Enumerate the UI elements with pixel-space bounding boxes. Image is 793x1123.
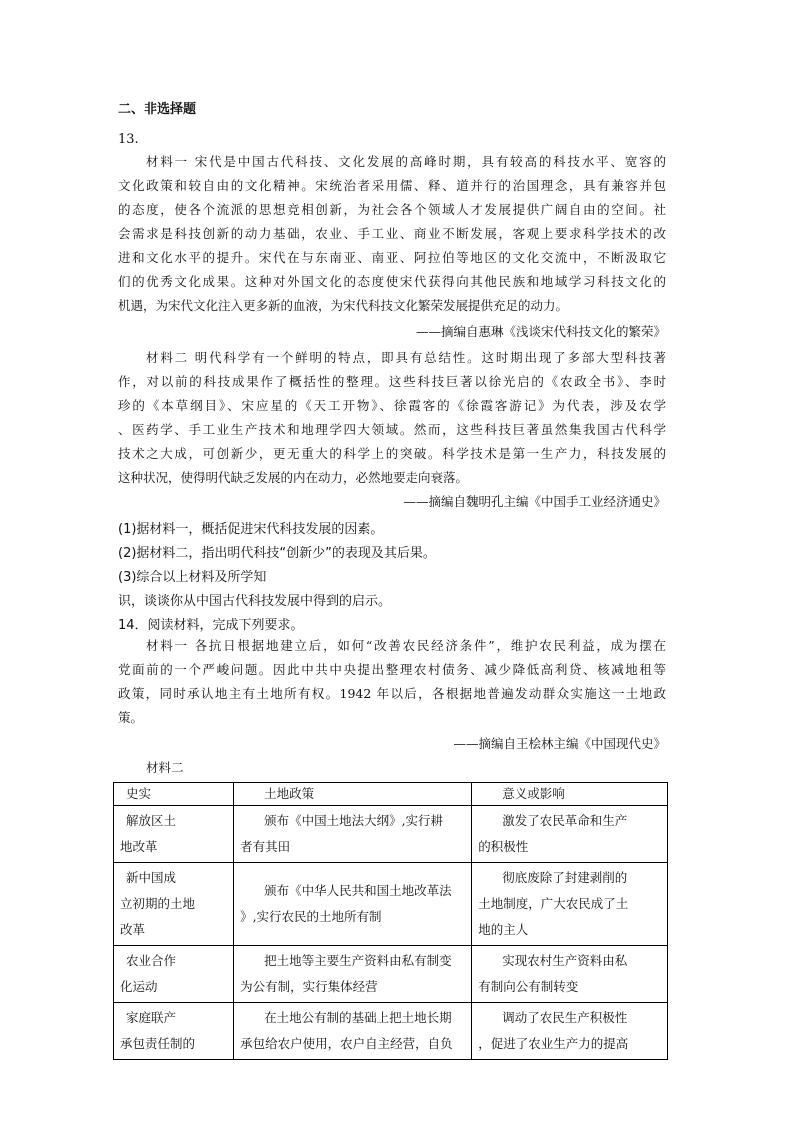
q14-material-2-label: 材料二 — [146, 760, 184, 775]
cell-line: 立初期的土地 — [120, 896, 196, 911]
q14-material-1 — [118, 634, 666, 730]
q13-m1-line: 们的优秀文化成果。这种对外国文化的态度使宋代获得向其他民族和地域学习科技文化的 — [118, 274, 666, 289]
section-heading: 二、非选择题 — [118, 102, 197, 117]
cell-line: 农业合作 — [126, 953, 177, 968]
table-cell — [472, 863, 668, 946]
table-row — [114, 806, 668, 863]
cell-line: 颁布《中国土地法大纲》,实行耕 — [264, 813, 444, 828]
q13-question-3-cont: 识，谈谈你从中国古代科技发展中得到的启示。 — [118, 594, 392, 609]
cell-line: 彻底废除了封建剥削的 — [502, 870, 628, 885]
cell-line: 新中国成 — [126, 870, 177, 885]
table-cell — [114, 1003, 234, 1060]
cell-line: 在土地公有制的基础上把土地长期 — [264, 1010, 452, 1025]
cell-line: 调动了农民生产积极性 — [502, 1010, 628, 1025]
q13-material-1-source: ——摘编自惠琳《浅谈宋代科技文化的繁荣》 — [415, 324, 666, 339]
cell-line: 激发了农民革命和生产 — [502, 813, 628, 828]
table-cell — [114, 806, 234, 863]
cell-line: 颁布《中华人民共和国土地改革法 — [264, 883, 452, 898]
q14-m1-line: 材料一 各抗日根据地建立后，如何“改善农民经济条件”，维护农民利益，成为摆在 — [146, 638, 666, 653]
q13-question-1: (1)据材料一，概括促进宋代科技发展的因素。 — [118, 522, 384, 537]
q13-m2-line: 作，对以前的科技成果作了概括性的整理。这些科技巨著以徐光启的《农政全书》、李时 — [118, 374, 666, 389]
cell-line: 为公有制，实行集体经营 — [240, 979, 378, 994]
q13-m2-line: 这种状况，使得明代缺乏发展的内在动力，必然地要走向衰落。 — [118, 470, 469, 485]
table-cell — [234, 946, 472, 1003]
q14-material-1-source: ——摘编自王桧林主编《中国现代史》 — [453, 736, 666, 751]
cell-line: 改革 — [120, 922, 146, 937]
table-header-text: 意义或影响 — [502, 786, 565, 801]
q13-m2-line: 技术之大成，可创新少，更无重大的科学上的突破。科学技术是第一生产力，科技发展的 — [118, 446, 666, 461]
cell-line: 把土地等主要生产资料由私有制变 — [264, 953, 452, 968]
q13-m1-line: 的态度，使各个流派的思想竞相创新，为社会各个领域人才发展提供广阔自由的空间。社 — [118, 202, 666, 217]
q13-material-2-source: ——摘编自魏明孔主编《中国手工业经济通史》 — [403, 494, 666, 509]
cell-line: 者有其田 — [240, 839, 291, 854]
q14-m1-line: 政策，同时承认地主有土地所有权。1942 年以后，各根据地普遍发动群众实施这一土地政 — [118, 686, 666, 701]
q13-m1-line: 进和文化水平的提升。宋代在与东南亚、南亚、阿拉伯等地区的文化交流中，不断汲取它 — [118, 250, 666, 265]
q13-m2-line: 、医药学、手工业生产技术和地理学四大领域。然而，这些科技巨著虽然集我国古代科学 — [118, 422, 666, 437]
table-header-cell — [472, 783, 668, 806]
cell-line: 》,实行农民的土地所有制 — [240, 909, 382, 924]
land-policy-table — [113, 782, 668, 1060]
q13-question-2: (2)据材料二，指出明代科技“创新少”的表现及其后果。 — [118, 546, 436, 561]
table-header-cell — [234, 783, 472, 806]
cell-line: 化运动 — [120, 979, 158, 994]
cell-line: 土地制度，广大农民成了土 — [478, 896, 629, 911]
table-header-cell: 史实 — [114, 783, 234, 806]
q13-m1-line: 机遇，为宋代文化注入更多新的血液，为宋代科技文化繁荣发展提供充足的动力。 — [118, 298, 569, 313]
table-cell — [472, 1003, 668, 1060]
cell-line: 地的主人 — [478, 922, 529, 937]
cell-line: 的积极性 — [478, 839, 529, 854]
cell-line: ，促进了农业生产力的提高 — [478, 1036, 629, 1051]
table-cell — [114, 946, 234, 1003]
cell-line: 承包责任制的 — [120, 1036, 196, 1051]
q13-m2-line: 材料二 明代科学有一个鲜明的特点，即具有总结性。这时期出现了多部大型科技著 — [146, 350, 666, 365]
cell-line: 有制向公有制转变 — [478, 979, 579, 994]
table-row — [114, 1003, 668, 1060]
table-cell — [234, 1003, 472, 1060]
question-13-number: 13. — [118, 132, 139, 147]
table-header-text: 土地政策 — [264, 786, 315, 801]
table-cell — [234, 806, 472, 863]
table-cell — [472, 806, 668, 863]
q14-m1-line: 党面前的一个严峻问题。因此中共中央提出整理农村债务、减少降低高利贷、核减地租等 — [118, 662, 666, 677]
q13-question-3: (3)综合以上材料及所学知 — [118, 570, 267, 585]
table-cell — [472, 946, 668, 1003]
table-header-row — [114, 783, 668, 806]
cell-line: 解放区土 — [126, 813, 177, 828]
question-14-intro: 14．阅读材料，完成下列要求。 — [118, 618, 304, 633]
cell-line: 承包给农户使用，农户自主经营，自负 — [240, 1036, 453, 1051]
q13-m1-line: 材料一 宋代是中国古代科技、文化发展的高峰时期，具有较高的科技水平、宽容的 — [146, 154, 666, 169]
q13-material-1 — [118, 150, 666, 318]
table-row — [114, 946, 668, 1003]
q14-m1-line: 策。 — [118, 710, 144, 725]
q13-m2-line: 珍的《本草纲目》、宋应星的《天工开物》、徐霞客的《徐霞客游记》为代表，涉及农学 — [118, 398, 666, 413]
table-cell — [234, 863, 472, 946]
q13-m1-line: 会需求是科技创新的动力基础，农业、手工业、商业不断发展，客观上要求科学技术的改 — [118, 226, 666, 241]
cell-line: 实现农村生产资料由私 — [502, 953, 628, 968]
table-cell — [114, 863, 234, 946]
cell-line: 家庭联产 — [126, 1010, 177, 1025]
cell-line: 地改革 — [120, 839, 158, 854]
table-row — [114, 863, 668, 946]
q13-material-2 — [118, 346, 666, 490]
q13-m1-line: 文化政策和较自由的文化精神。宋统治者采用儒、释、道并行的治国理念，具有兼容并包 — [118, 178, 666, 193]
